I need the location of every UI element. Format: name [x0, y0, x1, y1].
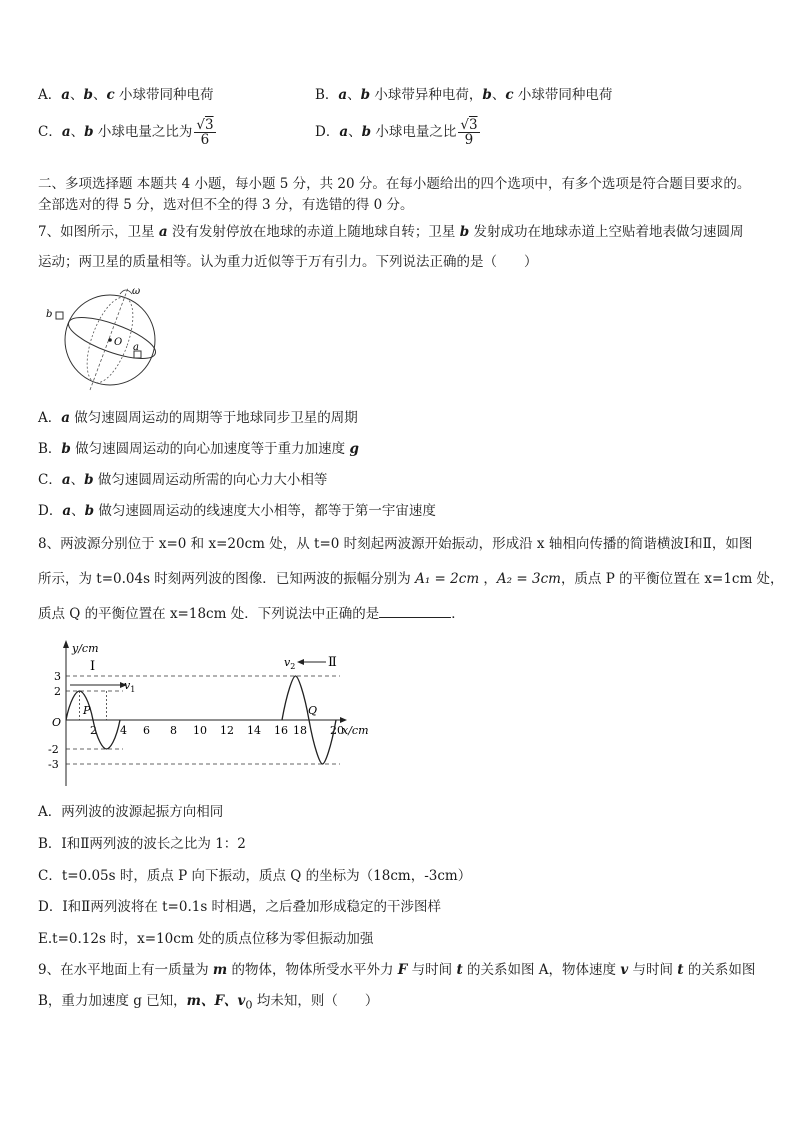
- x-tick-14: 14: [247, 724, 261, 737]
- rotation-arrow: [120, 290, 132, 294]
- wave-1-label: Ⅰ: [90, 659, 96, 674]
- v2-arrowhead: [297, 659, 304, 665]
- q7-option-c: C．a、b 做匀速圆周运动所需的向心力大小相等: [38, 472, 328, 488]
- point-q-label: Q: [308, 704, 318, 717]
- x-tick-20: 20: [330, 724, 344, 737]
- q6-option-b: B．a、b 小球带异种电荷，b、c 小球带同种电荷: [315, 87, 613, 103]
- q6-option-c: C．a、b 小球电量之比为 $\frac{√3}{6}$: [38, 117, 214, 149]
- x-tick-6: 6: [143, 724, 150, 737]
- answer-blank: [379, 605, 451, 618]
- q8-stem-line1: 8、两波源分别位于 x=0 和 x=20cm 处，从 t=0 时刻起两波源开始振动，形成沿 x 轴相向传播的简谐横波Ⅰ和Ⅱ，如图: [38, 536, 753, 552]
- label-o: O: [114, 337, 123, 348]
- q7-stem-line1: 7、如图所示，卫星 a 没有发射停放在地球的赤道上随地球自转；卫星 b 发射成功在地球赤道上空贴着地表做匀速圆周: [38, 224, 744, 240]
- equator-orbit: [64, 309, 160, 367]
- q7-satellite-figure: [40, 278, 170, 393]
- q9-stem-line2: B，重力加速度 g 已知，m、F、$v_0$ 均未知，则（ ）: [38, 993, 379, 1012]
- q6-option-a: A．a、b、c 小球带同种电荷: [38, 87, 214, 103]
- x-tick-2: 2: [90, 724, 97, 737]
- q8-wave-graph: [48, 640, 398, 788]
- x-axis-arrow: [340, 717, 347, 723]
- v1-label: $v_1$: [124, 679, 136, 694]
- q7-option-d: D．a、b 做匀速圆周运动的线速度大小相等，都等于第一宇宙速度: [38, 503, 436, 519]
- q8-option-e: E.t=0.12s 时，x=10cm 处的质点位移为零但振动加强: [38, 931, 374, 947]
- y-tick-minus3: -3: [48, 758, 59, 771]
- q6-option-d: D．a、b 小球电量之比 $\frac{√3}{9}$: [315, 117, 478, 149]
- q8-option-b: B．Ⅰ和Ⅱ两列波的波长之比为 1：2: [38, 836, 246, 852]
- x-tick-8: 8: [170, 724, 177, 737]
- q8-stem-line2: 所示，为 t=0.04s 时刻两列波的图像．已知两波的振幅分别为 A₁ = 2cm ，A₂ = 3cm，质点 P 的平衡位置在 x=1cm 处，: [38, 571, 784, 587]
- q7-stem-line2: 运动；两卫星的质量相等。认为重力近似等于万有引力。下列说法正确的是（ ）: [38, 254, 538, 270]
- x-tick-18: 18: [293, 724, 307, 737]
- y-axis-label: y/cm: [72, 642, 99, 655]
- x-tick-4: 4: [120, 724, 127, 737]
- amplitude-1: A₁ = 2cm: [415, 571, 480, 587]
- x-tick-16: 16: [274, 724, 288, 737]
- label-a: a: [133, 342, 139, 353]
- x-axis-label: x/cm: [342, 724, 369, 737]
- point-p-label: P: [83, 704, 91, 717]
- x-tick-10: 10: [193, 724, 207, 737]
- label-omega: ω: [132, 286, 141, 297]
- q8-option-d: D．Ⅰ和Ⅱ两列波将在 t=0.1s 时相遇，之后叠加形成稳定的干涉图样: [38, 899, 442, 915]
- v2-label: $v_2$: [284, 656, 296, 671]
- q9-stem-line1: 9、在水平地面上有一质量为 m 的物体，物体所受水平外力 F 与时间 t 的关系如图 A，物体速度 v 与时间 t 的关系如图: [38, 962, 756, 978]
- wave-2-label: Ⅱ: [328, 655, 337, 670]
- center-point: [108, 338, 112, 342]
- y-tick-minus2: -2: [48, 743, 59, 756]
- fraction-sqrt3-over-9: $\frac{√3}{9}$: [460, 117, 478, 149]
- q8-option-a: A．两列波的波源起振方向相同: [38, 804, 224, 820]
- section2-header-line1: 二、多项选择题 本题共 4 小题，每小题 5 分，共 20 分。在每小题给出的四个选项中，有多个选项是符合题目要求的。: [38, 176, 751, 192]
- label-b: b: [46, 309, 53, 320]
- amplitude-2: A₂ = 3cm: [496, 571, 561, 587]
- x-tick-12: 12: [220, 724, 234, 737]
- satellite-b-box: [56, 312, 63, 319]
- y-axis-arrow: [63, 640, 69, 648]
- fraction-sqrt3-over-6: $\frac{√3}{6}$: [196, 117, 214, 149]
- origin-label: O: [52, 716, 62, 729]
- q8-stem-line3: 质点 Q 的平衡位置在 x=18cm 处．下列说法中正确的是 ．: [38, 606, 465, 622]
- q8-option-c: C．t=0.05s 时，质点 P 向下振动，质点 Q 的坐标为（18cm，-3cm）: [38, 868, 472, 884]
- y-tick-3: 3: [54, 670, 61, 683]
- q7-option-a: A．a 做匀速圆周运动的周期等于地球同步卫星的周期: [38, 410, 358, 426]
- y-tick-2: 2: [54, 685, 61, 698]
- q7-option-b: B．b 做匀速圆周运动的向心加速度等于重力加速度 g: [38, 441, 359, 457]
- section2-header-line2: 全部选对的得 5 分，选对但不全的得 3 分，有选错的得 0 分。: [38, 197, 414, 213]
